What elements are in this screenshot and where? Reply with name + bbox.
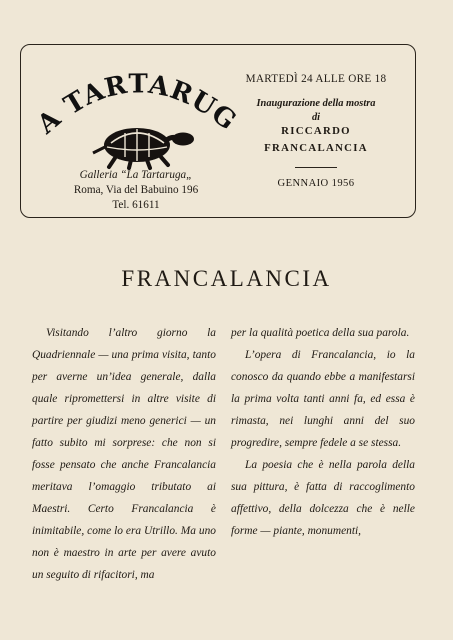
article-title: FRANCALANCIA xyxy=(121,266,332,291)
article-column-left xyxy=(32,322,216,586)
artist-last-name: FRANCALANCIA xyxy=(264,142,368,154)
inauguration-line: Inaugurazione della mostra xyxy=(256,98,376,109)
gallery-phone: Tel. 61611 xyxy=(112,199,160,211)
event-info xyxy=(231,71,401,192)
separator-line xyxy=(295,167,337,168)
exhibition-month: GENNAIO 1956 xyxy=(277,178,355,189)
exhibition-header-box xyxy=(20,44,416,218)
paragraph: Visitando l’altro giorno la Quadriennale — una prima visita, tanto per averne un’idea generale, dalla quale ripromettersi in altre visite di partire per giudizi meno generici — un fatto subito mi sorprese: che non si fosse pensato che anche Francalancia meritava l’omaggio tributato ai Maestri. Certo Francalancia è inimitabile, come lo era Utrillo. Ma uno non è maestro in arte per avere avuto un seguito di rifacitori, ma xyxy=(32,327,216,581)
paragraph: per la qualità poetica della sua parola. xyxy=(231,327,410,339)
gallery-address: Roma, Via del Babuino 196 xyxy=(73,184,199,196)
paragraph: L’opera di Francalancia, io la conosco da quando ebbe a manifestarsi la prima volta tanti anni fa, ed essa è rimasta, nei lunghi anni del suo progredire, sempre fedele a se stessa. xyxy=(231,349,415,449)
paragraph: La poesia che è nella parola della sua pittura, è fatta di raccoglimento affettivo, della dolcezza che è nelle forme — piante, monumenti, xyxy=(231,459,415,537)
gallery-info xyxy=(51,168,221,213)
event-date: MARTEDÌ 24 ALLE ORE 18 xyxy=(245,73,387,85)
svg-text:LA TARTARUGA: TARTARU xyxy=(59,69,222,123)
turtle-logo-icon xyxy=(37,61,237,171)
artist-first-name: RICCARDO xyxy=(281,125,351,137)
article-column-right xyxy=(231,322,415,542)
di-line: di xyxy=(311,112,321,123)
gallery-name: Galleria “La Tartaruga„ xyxy=(79,169,193,181)
la-tartaruga-logo xyxy=(37,61,237,171)
